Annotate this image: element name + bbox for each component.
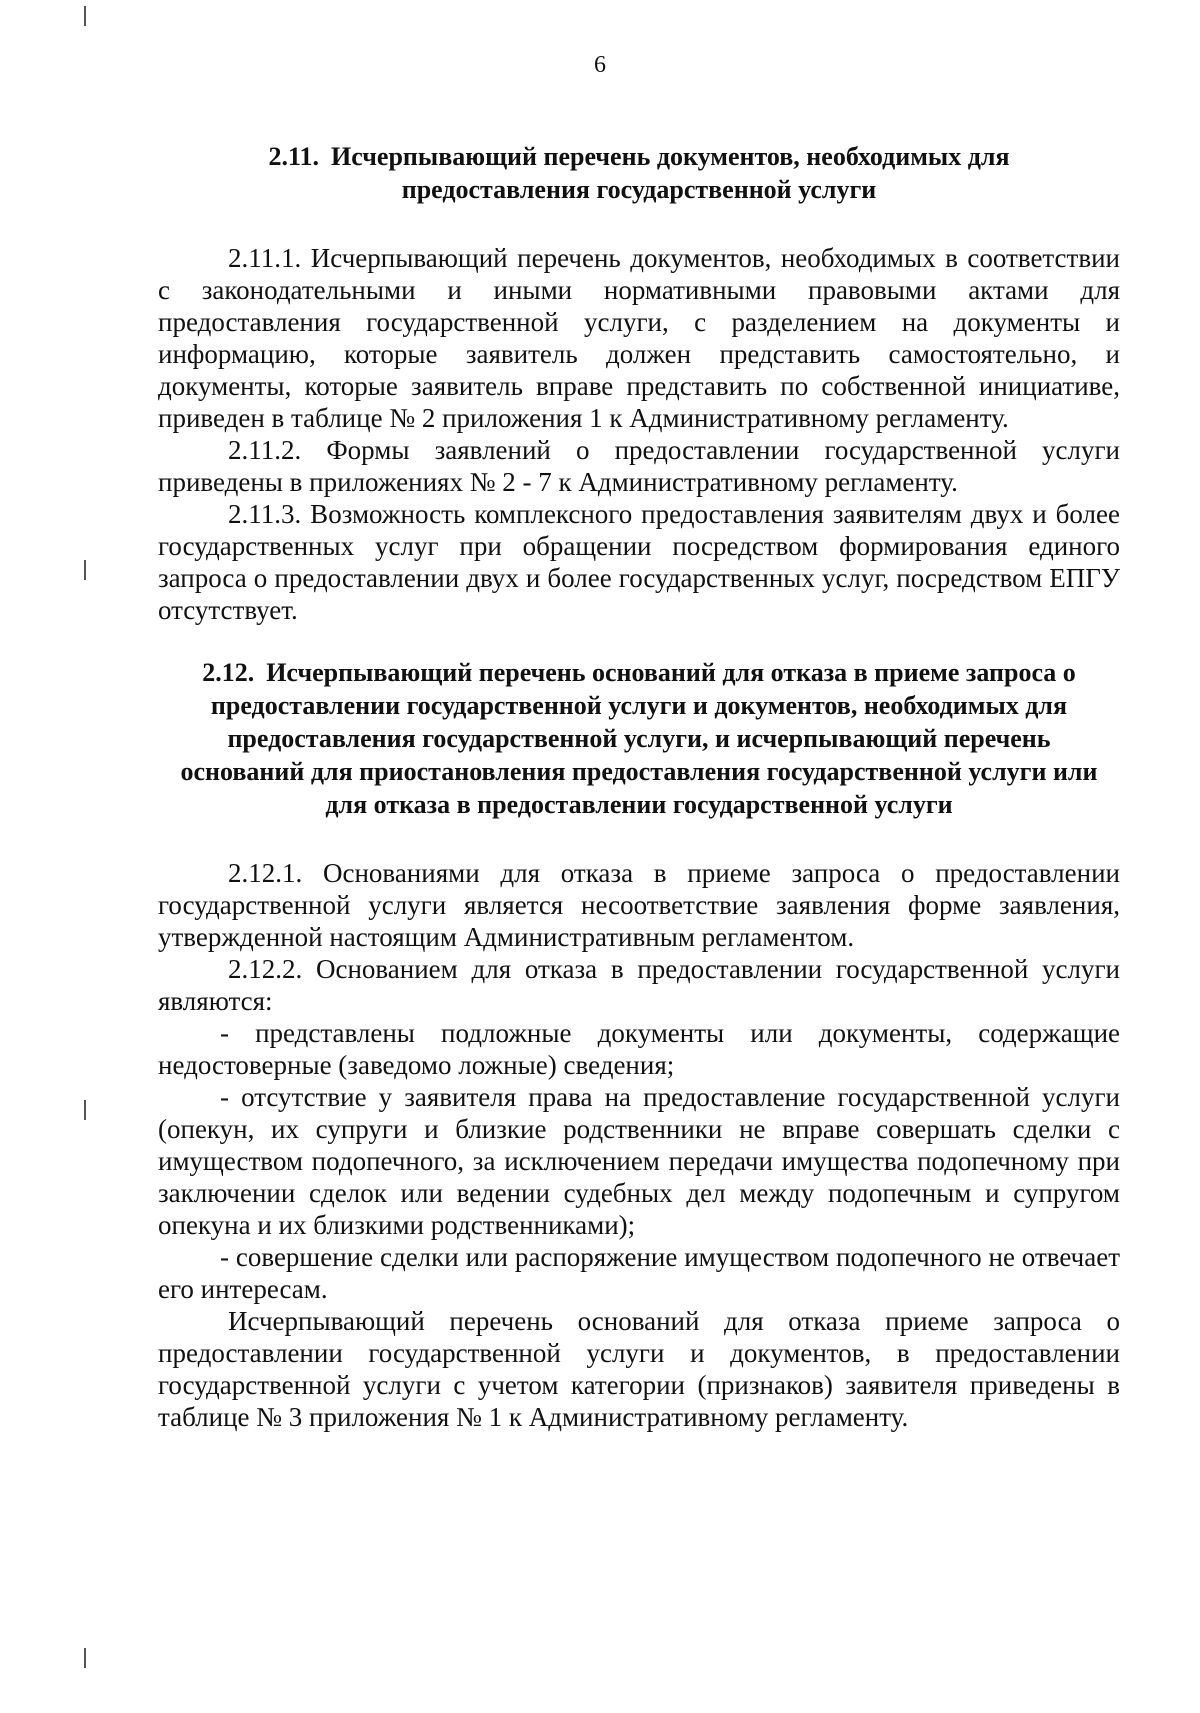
binder-hole-mark-middle (84, 560, 86, 580)
paragraph-refusal-grounds-table-reference: Исчерпывающий перечень оснований для отказа приеме запроса о предоставлении государственной услуги и документов, в предоставлении государственной услуги с учетом категории (признаков) заявителя приведены в таблице № 3 приложения № 1 к Административному регламенту. (158, 1306, 1120, 1432)
document-body (158, 140, 1120, 1433)
list-item-not-in-ward-interest: - совершение сделки или распоряжение имуществом подопечного не отвечает его интересам. (158, 1242, 1120, 1304)
page-number: 6 (594, 52, 606, 78)
section-title: Исчерпывающий перечень документов, необходимых для предоставления государственной услуги (331, 142, 1010, 204)
binder-hole-mark-bottom (84, 1648, 86, 1668)
paragraph-2-11-1: 2.11.1. Исчерпывающий перечень документов, необходимых в соответствии с законодательными и иными нормативными правовыми актами для предоставления государственной услуги, с разделением на документы и информацию, которые заявитель должен представить самостоятельно, и документы, которые заявитель вправе представить по собственной инициативе, приведен в таблице № 2 приложения 1 к Административному регламенту. (158, 243, 1120, 433)
paragraph-2-12-2: 2.12.2. Основанием для отказа в предоставлении государственной услуги являются: (158, 954, 1120, 1016)
section-number: 2.12. (202, 658, 255, 687)
section-heading-2-11 (158, 140, 1120, 206)
binder-hole-mark-lower (84, 1100, 86, 1120)
paragraph-2-11-3: 2.11.3. Возможность комплексного предоставления заявителям двух и более государственных услуг при обращении посредством формирования единого запроса о предоставлении двух и более государственных услуг, посредством ЕПГУ отсутствует. (158, 499, 1120, 625)
list-item-no-applicant-right: - отсутствие у заявителя права на предоставление государственной услуги (опекун, их супруги и близкие родственники не вправе совершать сделки с имуществом подопечного, за исключением передачи имущества подопечному при заключении сделок или ведении судебных дел между подопечным и супругом опекуна и их близкими родственниками); (158, 1082, 1120, 1240)
paragraph-2-12-1: 2.12.1. Основаниями для отказа в приеме запроса о предоставлении государственной услуги является несоответствие заявления форме заявления, утвержденной настоящим Административным регламентом. (158, 858, 1120, 952)
paragraph-2-11-2: 2.11.2. Формы заявлений о предоставлении государственной услуги приведены в приложениях № 2 - 7 к Административному регламенту. (158, 435, 1120, 497)
section-heading-2-12 (158, 656, 1120, 821)
section-title: Исчерпывающий перечень оснований для отказа в приеме запроса о предоставлении государственной услуги и документов, необходимых для предоставления государственной услуги, и исчерпывающий перечень оснований для приостановления предоставления государственной услуги или для отказа в предоставлении государственной услуги (180, 658, 1098, 819)
binder-hole-mark-top (84, 6, 86, 26)
list-item-forged-documents: - представлены подложные документы или документы, содержащие недостоверные (заведомо ложные) сведения; (158, 1018, 1120, 1080)
section-number: 2.11. (268, 142, 320, 171)
